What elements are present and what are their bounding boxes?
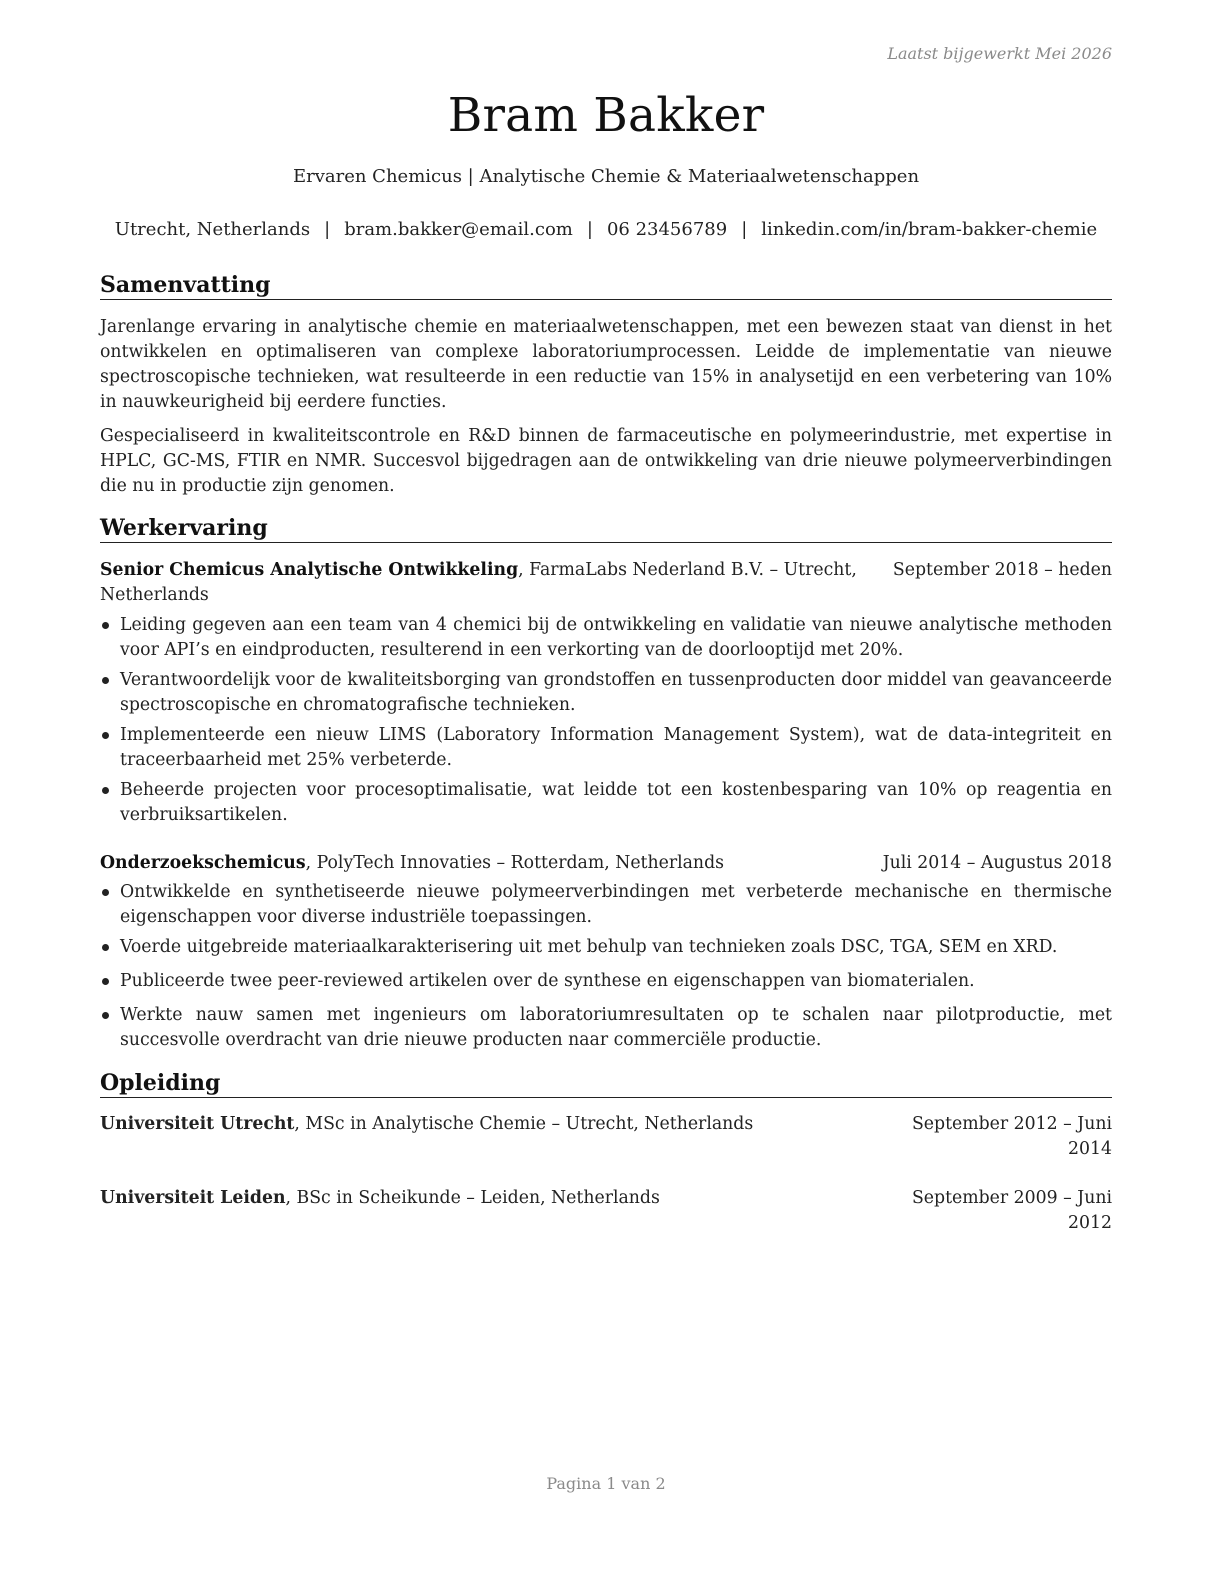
job-company: , PolyTech Innovaties – Rotterdam, Netherlands (305, 853, 724, 873)
education-entry (100, 1112, 1112, 1159)
contact-separator: | (324, 219, 331, 240)
education-entry (100, 1186, 1112, 1233)
job-bullet-list (100, 613, 1112, 833)
list-item (100, 613, 1112, 663)
contact-separator: | (586, 219, 593, 240)
contact-email[interactable]: bram.bakker@email.com (344, 219, 573, 240)
education-school: Universiteit Utrecht (100, 1114, 295, 1134)
list-item (100, 880, 1112, 930)
bullet-icon (102, 677, 109, 684)
bullet-icon (102, 944, 109, 951)
contact-location: Utrecht, Netherlands (114, 219, 311, 240)
list-item (100, 1003, 1112, 1053)
candidate-tagline: Ervaren Chemicus | Analytische Chemie & Materiaalwetenschappen (292, 166, 920, 187)
job-role: Senior Chemicus Analytische Ontwikkeling (100, 560, 519, 580)
summary-paragraph: Jarenlange ervaring in analytische chemie en materiaalwetenschappen, met een bewezen staat van dienst in het ontwikkelen en optimaliseren van complexe laboratoriumprocessen. Leidde de implementatie van nieuwe spectroscopische technieken, wat resulteerde in een reductie van 15% in analysetijd en een verbetering van 10% in nauwkeurigheid bij eerdere functies. (100, 317, 1112, 412)
contact-linkedin[interactable]: linkedin.com/in/bram-bakker-chemie (761, 219, 1098, 240)
education-detail: , MSc in Analytische Chemie – Utrecht, Netherlands (294, 1114, 754, 1134)
job-dates: September 2018 – heden (892, 560, 1112, 580)
job-header (100, 851, 1112, 876)
job-dates: Juli 2014 – Augustus 2018 (882, 853, 1112, 873)
bullet-text: Verantwoordelijk voor de kwaliteitsborging van grondstoffen en tussenproducten door middel van geavanceerde spectroscopische en chromatografische technieken. (120, 670, 1112, 715)
list-item (100, 935, 1112, 960)
bullet-icon (102, 978, 109, 985)
contact-phone: 06 23456789 (606, 219, 728, 240)
bullet-icon (102, 622, 109, 629)
page-number: Pagina 1 van 2 (546, 1474, 666, 1493)
candidate-name: Bram Bakker (447, 88, 765, 143)
bullet-icon (102, 889, 109, 896)
job-role: Onderzoekschemicus (100, 853, 306, 873)
job-bullet-list (100, 880, 1112, 1058)
bullet-text: Werkte nauw samen met ingenieurs om laboratoriumresultaten op te schalen naar pilotproductie, met succesvolle overdracht van drie nieuwe producten naar commerciële productie. (120, 1005, 1112, 1050)
list-item (100, 969, 1112, 994)
last-updated-note: Laatst bijgewerkt Mei 2026 (887, 44, 1112, 63)
bullet-text: Implementeerde een nieuw LIMS (Laboratory Information Management System), wat de data-integriteit en traceerbaarheid met 25% verbeterde. (120, 725, 1112, 770)
job-header (100, 558, 1112, 608)
section-title-education: Opleiding (100, 1069, 1112, 1098)
list-item (100, 723, 1112, 773)
contact-line (60, 219, 1152, 240)
list-item (100, 778, 1112, 828)
bullet-icon (102, 1012, 109, 1019)
bullet-text: Voerde uitgebreide materiaalkarakterisering uit met behulp van technieken zoals DSC, TGA, SEM en XRD. (120, 937, 1058, 957)
education-school: Universiteit Leiden (100, 1188, 286, 1208)
contact-separator: | (741, 219, 748, 240)
bullet-icon (102, 787, 109, 794)
section-title-experience: Werkervaring (100, 514, 1112, 543)
education-dates: September 2012 – Juni 2014 (911, 1114, 1112, 1159)
section-title-summary: Samenvatting (100, 271, 1112, 300)
bullet-icon (102, 732, 109, 739)
education-dates: September 2009 – Juni 2012 (911, 1188, 1112, 1233)
bullet-text: Publiceerde twee peer-reviewed artikelen over de synthese en eigenschappen van biomaterialen. (120, 971, 975, 991)
bullet-text: Ontwikkelde en synthetiseerde nieuwe polymeerverbindingen met verbeterde mechanische en thermische eigenschappen voor diverse industriële toepassingen. (120, 882, 1112, 927)
job-company: , FarmaLabs Nederland B.V. – Utrecht, Netherlands (100, 560, 857, 605)
summary-paragraph: Gespecialiseerd in kwaliteitscontrole en R&D binnen de farmaceutische en polymeerindustrie, met expertise in HPLC, GC-MS, FTIR en NMR. Succesvol bijgedragen aan de ontwikkeling van drie nieuwe polymeerverbindingen die nu in productie zijn genomen. (100, 426, 1112, 496)
bullet-text: Beheerde projecten voor procesoptimalisatie, wat leidde tot een kostenbesparing van 10% op reagentia en verbruiksartikelen. (120, 780, 1112, 825)
education-detail: , BSc in Scheikunde – Leiden, Netherlands (285, 1188, 660, 1208)
list-item (100, 668, 1112, 718)
resume-page (100, 0, 1112, 1584)
bullet-text: Leiding gegeven aan een team van 4 chemici bij de ontwikkeling en validatie van nieuwe analytische methoden voor API’s en eindproducten, resulterend in een verkorting van de doorlooptijd met 20%. (120, 615, 1112, 660)
